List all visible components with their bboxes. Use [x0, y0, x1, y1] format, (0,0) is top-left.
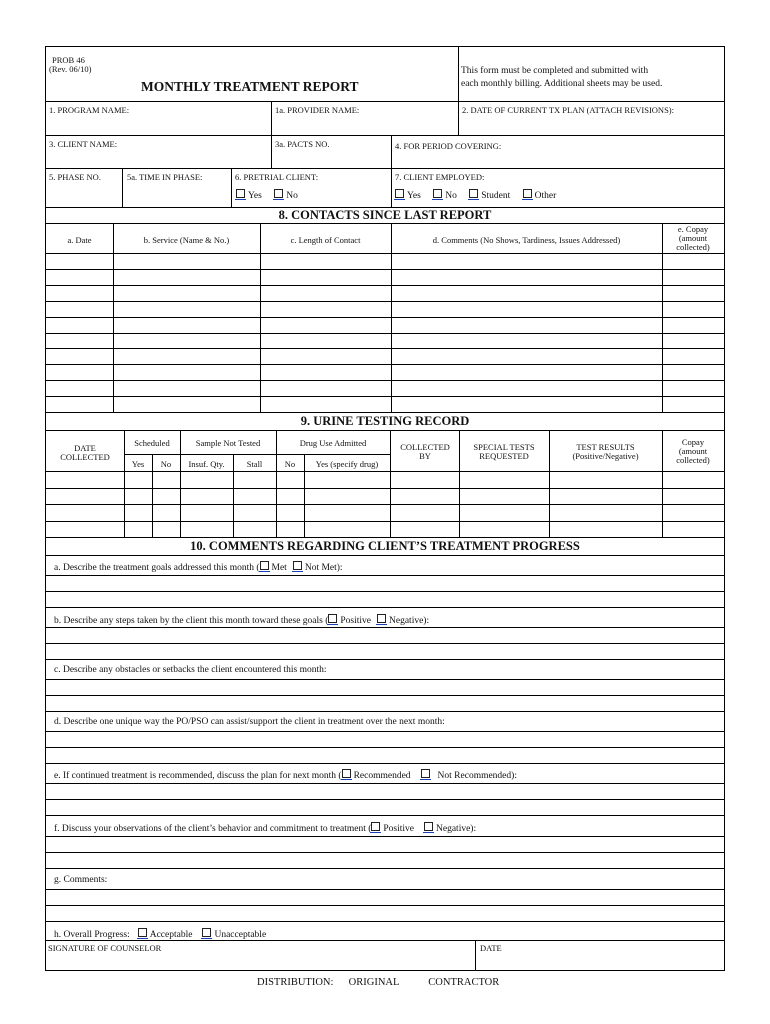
form-revision: (Rev. 06/10) — [49, 64, 92, 74]
table-cell[interactable] — [124, 471, 152, 488]
tx-plan-date-label: 2. DATE OF CURRENT TX PLAN (ATTACH REVISIONS): — [462, 105, 674, 115]
comment-b-prompt — [54, 614, 439, 627]
table-row — [46, 396, 724, 412]
collected-by-line2: BY — [419, 451, 431, 461]
employed-other-option[interactable] — [523, 189, 557, 202]
table-row — [46, 521, 724, 538]
comment-e-text: e. If continued treatment is recommended, discuss the plan for next month ( — [54, 771, 342, 781]
table-row — [46, 317, 724, 333]
copay-label-line2: (amount — [678, 233, 708, 243]
table-cell[interactable] — [276, 488, 304, 505]
copay-label-line1: e. Copay — [677, 224, 709, 234]
client-name-field[interactable] — [49, 151, 268, 166]
table-cell[interactable] — [304, 488, 390, 505]
urine-col-test-results — [549, 443, 662, 461]
comment-a-prompt — [54, 561, 353, 574]
not-recommended-option[interactable] — [421, 769, 517, 782]
table-cell[interactable] — [46, 521, 124, 538]
test-results-line2: (Positive/Negative) — [572, 451, 639, 461]
checkbox-icon[interactable] — [469, 189, 478, 198]
copay-label-line3: collected) — [676, 242, 710, 252]
table-cell[interactable] — [233, 504, 276, 521]
table-cell[interactable] — [46, 333, 113, 349]
contacts-section-heading: 8. CONTACTS SINCE LAST REPORT — [278, 208, 492, 222]
table-cell[interactable] — [391, 364, 662, 380]
comment-f-text: f. Discuss your observations of the client’s behavior and commitment to treatment ( — [54, 824, 372, 834]
comment-c-field[interactable] — [46, 679, 724, 711]
comment-f-prompt — [54, 822, 486, 835]
table-cell[interactable] — [113, 253, 260, 269]
comment-a-text: a. Describe the treatment goals addressed this month ( — [54, 563, 260, 573]
distribution-original: ORIGINAL — [348, 977, 400, 988]
table-cell[interactable] — [662, 396, 724, 412]
pretrial-no-label: No — [286, 191, 298, 201]
table-cell[interactable] — [46, 396, 113, 412]
program-name-field[interactable] — [49, 117, 268, 133]
table-cell[interactable] — [391, 301, 662, 317]
scheduled-yes-header: Yes — [131, 459, 145, 469]
table-cell[interactable] — [260, 348, 391, 364]
table-cell[interactable] — [276, 471, 304, 488]
table-cell[interactable] — [276, 521, 304, 538]
table-cell[interactable] — [276, 504, 304, 521]
comment-g-prompt: g. Comments: — [54, 875, 108, 885]
table-cell[interactable] — [124, 521, 152, 538]
comment-c-prompt: c. Describe any obstacles or setbacks the client encountered this month: — [54, 665, 327, 675]
comment-e-prompt — [54, 769, 527, 782]
table-cell[interactable] — [549, 521, 662, 538]
form-id: PROB 46 — [52, 55, 85, 65]
urine-col-date-collected — [46, 444, 124, 462]
table-cell[interactable] — [662, 488, 724, 505]
behavior-negative-option[interactable] — [424, 822, 476, 835]
table-cell[interactable] — [304, 471, 390, 488]
table-row — [46, 253, 724, 269]
table-cell[interactable] — [662, 285, 724, 301]
table-cell[interactable] — [152, 504, 180, 521]
table-cell[interactable] — [549, 471, 662, 488]
urine-copay-line3: collected) — [676, 455, 710, 465]
client-name-label: 3. CLIENT NAME: — [49, 139, 118, 149]
client-employed-label: 7. CLIENT EMPLOYED: — [395, 172, 485, 182]
urine-section-heading: 9. URINE TESTING RECORD — [300, 414, 470, 428]
provider-name-field[interactable] — [275, 117, 455, 133]
employed-no-option[interactable] — [433, 189, 457, 202]
employed-no-label: No — [445, 191, 457, 201]
checkbox-icon[interactable] — [523, 189, 532, 198]
comment-b-field[interactable] — [46, 627, 724, 659]
table-cell[interactable] — [113, 317, 260, 333]
test-results-line1: TEST RESULTS — [576, 442, 635, 452]
table-cell[interactable] — [662, 317, 724, 333]
table-cell[interactable] — [549, 488, 662, 505]
acceptable-label: Acceptable — [149, 930, 193, 940]
pretrial-yes-option[interactable] — [236, 189, 262, 202]
table-cell[interactable] — [459, 488, 549, 505]
provider-name-label: 1a. PROVIDER NAME: — [275, 105, 360, 115]
signature-date-field[interactable] — [480, 953, 720, 969]
table-cell[interactable] — [113, 380, 260, 396]
table-cell[interactable] — [391, 253, 662, 269]
table-cell[interactable] — [459, 521, 549, 538]
table-cell[interactable] — [113, 285, 260, 301]
table-cell[interactable] — [113, 364, 260, 380]
period-covering-field[interactable] — [395, 153, 721, 166]
table-cell[interactable] — [260, 364, 391, 380]
table-cell[interactable] — [233, 488, 276, 505]
table-cell[interactable] — [46, 471, 124, 488]
table-cell[interactable] — [391, 396, 662, 412]
phase-no-label: 5. PHASE NO. — [49, 172, 101, 182]
table-row — [46, 504, 724, 521]
goals-met-option[interactable] — [260, 561, 287, 574]
checkbox-icon[interactable] — [424, 822, 433, 831]
table-cell[interactable] — [260, 285, 391, 301]
employed-other-label: Other — [534, 191, 557, 201]
table-cell[interactable] — [113, 396, 260, 412]
program-name-label: 1. PROGRAM NAME: — [49, 105, 130, 115]
table-cell[interactable] — [390, 504, 459, 521]
form-title: MONTHLY TREATMENT REPORT — [141, 79, 359, 94]
signature-date-label: DATE — [480, 943, 502, 953]
checkbox-icon[interactable] — [433, 189, 442, 198]
table-cell[interactable] — [113, 333, 260, 349]
urine-col-special-tests — [459, 443, 549, 461]
pacts-no-label: 3a. PACTS NO. — [275, 139, 330, 149]
table-cell[interactable] — [180, 488, 233, 505]
table-cell[interactable] — [459, 471, 549, 488]
table-cell[interactable] — [390, 521, 459, 538]
goals-not-met-label: Not Met): — [304, 563, 343, 573]
table-cell[interactable] — [391, 348, 662, 364]
urine-col-collected-by — [391, 443, 459, 461]
tx-plan-date-field[interactable] — [462, 117, 720, 133]
stall-header: Stall — [246, 459, 263, 469]
table-cell[interactable] — [152, 471, 180, 488]
table-cell[interactable] — [662, 348, 724, 364]
date-collected-line2: COLLECTED — [60, 452, 110, 462]
checkbox-icon[interactable] — [202, 928, 211, 937]
treatment-report-form — [45, 46, 725, 971]
pretrial-yes-label: Yes — [248, 191, 262, 201]
table-cell[interactable] — [46, 301, 113, 317]
scheduled-no-header: No — [160, 459, 172, 469]
not-recommended-label: Not Recommended): — [437, 771, 517, 781]
table-cell[interactable] — [662, 269, 724, 285]
table-cell[interactable] — [46, 504, 124, 521]
steps-positive-label: Positive — [340, 616, 372, 626]
date-collected-line1: DATE — [74, 443, 96, 453]
table-cell[interactable] — [390, 471, 459, 488]
table-cell[interactable] — [662, 521, 724, 538]
checkbox-icon[interactable] — [236, 189, 245, 198]
checkbox-icon[interactable] — [293, 561, 302, 570]
overall-progress-label: h. Overall Progress: — [54, 930, 130, 940]
checkbox-icon[interactable] — [395, 189, 404, 198]
comments-section-heading: 10. COMMENTS REGARDING CLIENT’S TREATMENT PROGRESS — [190, 539, 580, 553]
table-cell[interactable] — [260, 269, 391, 285]
distribution-label: DISTRIBUTION: — [257, 977, 334, 988]
steps-positive-option[interactable] — [328, 614, 371, 627]
pretrial-no-option[interactable] — [274, 189, 298, 202]
table-cell[interactable] — [260, 317, 391, 333]
goals-met-label: Met — [271, 563, 287, 573]
urine-col-drug-use: Drug Use Admitted — [299, 438, 367, 448]
pretrial-options — [236, 189, 308, 202]
contacts-col-service: b. Service (Name & No.) — [143, 235, 230, 245]
table-cell[interactable] — [46, 285, 113, 301]
table-cell[interactable] — [391, 317, 662, 333]
urine-col-sample-not-tested: Sample Not Tested — [195, 438, 261, 448]
comment-b-text: b. Describe any steps taken by the client this month toward these goals ( — [54, 616, 329, 626]
table-cell[interactable] — [152, 521, 180, 538]
comment-d-field[interactable] — [46, 731, 724, 763]
table-cell[interactable] — [113, 348, 260, 364]
table-cell[interactable] — [260, 396, 391, 412]
table-cell[interactable] — [391, 269, 662, 285]
pretrial-client-label: 6. PRETRIAL CLIENT: — [235, 172, 319, 182]
table-cell[interactable] — [46, 253, 113, 269]
employed-yes-label: Yes — [407, 191, 421, 201]
behavior-negative-label: Negative): — [436, 824, 477, 834]
contacts-col-date: a. Date — [67, 235, 92, 245]
form-note-line1: This form must be completed and submitted with — [461, 66, 649, 76]
table-cell[interactable] — [662, 253, 724, 269]
table-cell[interactable] — [46, 348, 113, 364]
table-cell[interactable] — [180, 471, 233, 488]
table-cell[interactable] — [304, 504, 390, 521]
checkbox-icon[interactable] — [260, 561, 269, 570]
table-cell[interactable] — [260, 301, 391, 317]
table-cell[interactable] — [180, 521, 233, 538]
table-cell[interactable] — [113, 301, 260, 317]
checkbox-icon[interactable] — [421, 769, 430, 778]
table-cell[interactable] — [260, 333, 391, 349]
table-row — [46, 269, 724, 285]
special-tests-line1: SPECIAL TESTS — [473, 442, 535, 452]
table-cell[interactable] — [662, 364, 724, 380]
special-tests-line2: REQUESTED — [479, 451, 529, 461]
table-cell[interactable] — [46, 488, 124, 505]
pacts-no-field[interactable] — [275, 151, 388, 166]
table-cell[interactable] — [459, 504, 549, 521]
employment-options — [395, 189, 566, 202]
table-cell[interactable] — [662, 333, 724, 349]
recommended-option[interactable] — [342, 769, 411, 782]
table-row — [46, 333, 724, 349]
form-note-line2: each monthly billing. Additional sheets may be used. — [461, 79, 663, 89]
comment-g-field[interactable] — [46, 889, 724, 921]
employed-student-label: Student — [481, 191, 511, 201]
table-cell[interactable] — [304, 521, 390, 538]
urine-col-scheduled: Scheduled — [134, 438, 170, 448]
table-cell[interactable] — [260, 380, 391, 396]
behavior-positive-label: Positive — [383, 824, 415, 834]
table-cell[interactable] — [180, 504, 233, 521]
table-cell[interactable] — [662, 380, 724, 396]
drug-yes-header: Yes (specify drug) — [315, 459, 379, 469]
distribution-contractor: CONTRACTOR — [428, 977, 500, 988]
urine-copay-line1: Copay — [681, 437, 705, 447]
employed-student-option[interactable] — [469, 189, 510, 202]
table-row — [46, 471, 724, 488]
table-cell[interactable] — [662, 471, 724, 488]
recommended-label: Recommended — [353, 771, 411, 781]
steps-negative-option[interactable] — [377, 614, 429, 627]
collected-by-line1: COLLECTED — [400, 442, 450, 452]
employed-yes-option[interactable] — [395, 189, 421, 202]
goals-not-met-option[interactable] — [293, 561, 343, 574]
urine-copay-line2: (amount — [678, 446, 708, 456]
checkbox-icon[interactable] — [138, 928, 147, 937]
checkbox-icon[interactable] — [328, 614, 337, 623]
table-cell[interactable] — [549, 504, 662, 521]
checkbox-icon[interactable] — [342, 769, 351, 778]
time-in-phase-label: 5a. TIME IN PHASE: — [127, 172, 203, 182]
counselor-signature-field[interactable] — [48, 953, 472, 969]
steps-negative-label: Negative): — [389, 616, 430, 626]
comment-a-field[interactable] — [46, 575, 724, 607]
table-row — [46, 488, 724, 505]
comment-e-field[interactable] — [46, 783, 724, 815]
table-cell[interactable] — [260, 253, 391, 269]
comment-f-field[interactable] — [46, 836, 724, 868]
comment-d-prompt: d. Describe one unique way the PO/PSO can assist/support the client in treatment over the next month: — [54, 717, 445, 727]
table-cell[interactable] — [124, 488, 152, 505]
checkbox-icon[interactable] — [274, 189, 283, 198]
table-cell[interactable] — [124, 504, 152, 521]
table-cell[interactable] — [46, 317, 113, 333]
checkbox-icon[interactable] — [377, 614, 386, 623]
table-cell[interactable] — [233, 471, 276, 488]
period-covering-label: 4. FOR PERIOD COVERING: — [395, 141, 502, 151]
drug-no-header: No — [284, 459, 296, 469]
table-row — [46, 301, 724, 317]
table-cell[interactable] — [390, 488, 459, 505]
checkbox-icon[interactable] — [371, 822, 380, 831]
counselor-signature-label: SIGNATURE OF COUNSELOR — [48, 943, 162, 953]
table-cell[interactable] — [391, 285, 662, 301]
table-cell[interactable] — [46, 364, 113, 380]
distribution-footer — [257, 977, 499, 989]
table-cell[interactable] — [46, 269, 113, 285]
table-row — [46, 348, 724, 364]
insuf-qty-header: Insuf. Qty. — [188, 459, 225, 469]
table-row — [46, 364, 724, 380]
table-cell[interactable] — [113, 269, 260, 285]
urine-col-copay — [662, 438, 724, 465]
table-cell[interactable] — [46, 380, 113, 396]
table-row — [46, 285, 724, 301]
table-cell[interactable] — [391, 333, 662, 349]
contacts-col-length: c. Length of Contact — [290, 235, 361, 245]
table-cell[interactable] — [391, 380, 662, 396]
table-cell[interactable] — [662, 301, 724, 317]
unacceptable-label: Unacceptable — [214, 930, 267, 940]
table-row — [46, 380, 724, 396]
table-cell[interactable] — [152, 488, 180, 505]
table-cell[interactable] — [662, 504, 724, 521]
table-cell[interactable] — [233, 521, 276, 538]
contacts-col-comments: d. Comments (No Shows, Tardiness, Issues Addressed) — [432, 235, 621, 245]
contacts-col-copay — [662, 225, 724, 252]
behavior-positive-option[interactable] — [371, 822, 414, 835]
